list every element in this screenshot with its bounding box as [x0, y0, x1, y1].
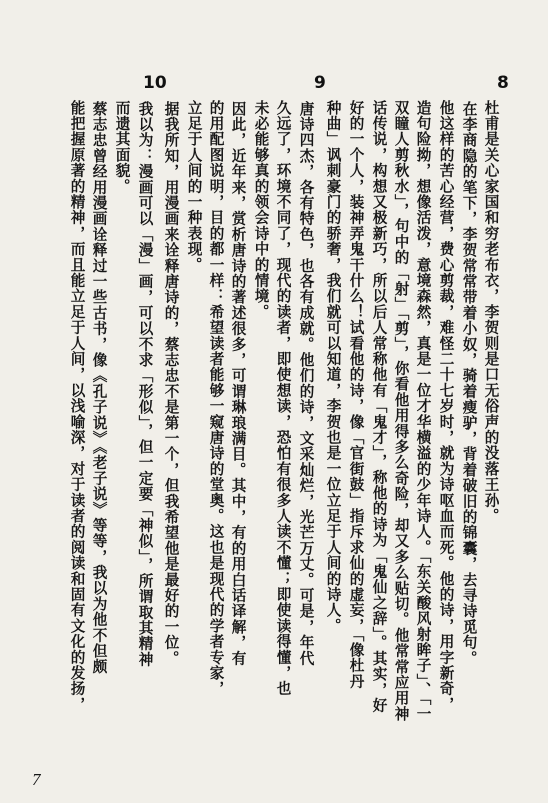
- text-column: 种曲」讽刺豪门的骄奢，我们就可以知道，李贺也是一位立足于人间的诗人。: [324, 100, 342, 634]
- text-column: 而遗其面貌。: [113, 100, 131, 195]
- text-column: 唐诗四杰，各有特色，也各有成就。他们的诗，文采灿烂，光芒万丈。可是，年代: [297, 101, 315, 667]
- text-column: 我以为：漫画可以「漫」画，可以不求「形似」，但一定要「神似」，所谓取其精神: [136, 101, 154, 668]
- text-column: 久远了，环境不同了，现代的读者，即使想读，恐怕有很多人读不懂；即使读得懂，也: [274, 100, 292, 697]
- text-column: 的用配图说明，目的都一样：希望读者能够一窥唐诗的堂奥。这也是现代的学者专家，: [207, 100, 225, 697]
- text-column: 好的一个人，装神弄鬼干什么！试看他的诗，像「官街鼓」指斥求仙的虚妄，「像杜丹: [347, 100, 365, 690]
- section-number-10: 10: [143, 73, 167, 93]
- text-column: 蔡志忠曾经用漫画诠释过一些古书，像《孔子说》《老子说》等等，我以为他不但颇: [90, 101, 108, 675]
- text-column: 据我所知，用漫画来诠释唐诗的，蔡志忠不是第一个，但我希望他是最好的一位。: [162, 101, 180, 667]
- text-column: 造句险拗，想像活泼，意境森然，真是一位才华横溢的少年诗人。「东关酸风射眸子」、「一: [414, 100, 432, 722]
- text-column: 立足于人间的一种表现。: [185, 100, 203, 273]
- text-column: 能把握原著的精神，而且能立足于人间，以浅喻深，对于读者的阅读和固有文化的发扬，: [68, 100, 86, 713]
- section-number-9: 9: [314, 73, 326, 93]
- section-number-8: 8: [497, 73, 509, 93]
- text-column: 双瞳人剪秋水」，句中的「射」「剪」，你看他用得多么奇险，却又多么贴切。他常常应用神: [392, 100, 410, 722]
- text-column: 他这样的苦心经营，费心剪裁，难怪二十七岁时，就为诗呕血而死。他的诗，用字新奇，: [437, 100, 455, 713]
- text-column: 话传说，构想又极新巧，所以后人常称他有「鬼才」，称他的诗为「鬼仙之辞」。其实，好: [370, 100, 388, 714]
- page-number: 7: [32, 770, 41, 789]
- text-column: 未必能够真的领会诗中的情境。: [252, 100, 270, 320]
- text-column: 杜甫是关心家国和穷老布衣，李贺则是口无俗声的没落王孙。: [482, 100, 500, 524]
- text-column: 因此，近年来，赏析唐诗的著述很多，可谓琳琅满目。其中，有的用白话译解，有: [229, 101, 247, 667]
- text-column: 在李商隐的笔下，李贺常常带着小奴，骑着瘦驴，背着破旧的锦囊，去寻诗觅句。: [460, 101, 478, 667]
